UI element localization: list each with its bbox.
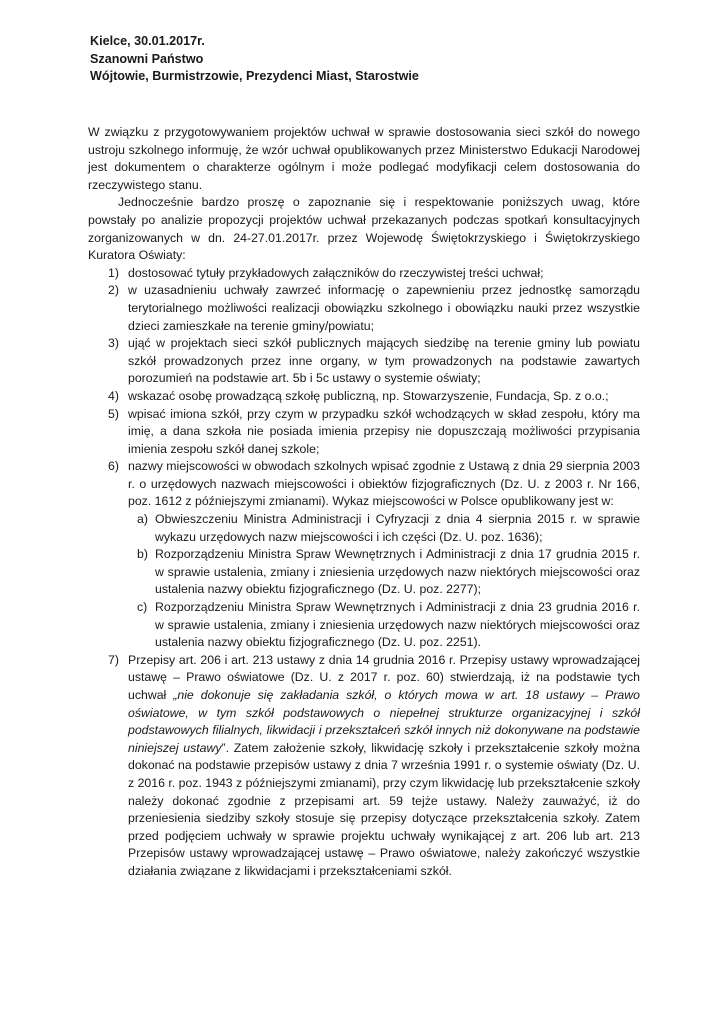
- list-item: [88, 335, 640, 388]
- letter-header: [90, 33, 650, 86]
- list-item: [88, 265, 640, 283]
- letter-body: [88, 124, 640, 881]
- addressees: Wójtowie, Burmistrzowie, Prezydenci Miast, Starostwie: [90, 69, 419, 83]
- sublist-item-text: Rozporządzeniu Ministra Spraw Wewnętrznych i Administracji z dnia 23 grudnia 2016 r. w sprawie ustalenia, zmiany i zniesienia urzędowych nazw niektórych miejscowości oraz ustalenia nazwy obiektu fizjograficznego (Dz. U. poz. 2251).: [155, 600, 640, 650]
- sublist-item-text: Rozporządzeniu Ministra Spraw Wewnętrznych i Administracji z dnia 17 grudnia 2015 r. w sprawie ustalenia, zmiany i zniesienia urzędowych nazw niektórych miejscowości oraz ustalenia nazwy obiektu fizjograficznego (Dz. U. poz. 2277);: [155, 547, 640, 597]
- list-item: [88, 388, 640, 406]
- list-item-text: Przepisy art. 206 i art. 213 ustawy z dnia 14 grudnia 2016 r. Przepisy ustawy wprowadzającej ustawę – Prawo oświatowe (Dz. U. z 2017 r. poz. 60) stwierdzają, iż na podstawie tych uchwał: [128, 652, 640, 702]
- list-item: [88, 282, 640, 335]
- list-number: 2): [108, 283, 119, 298]
- list-number: 7): [108, 652, 119, 667]
- list-item-text: wskazać osobę prowadzącą szkołę publiczną, np. Stowarzyszenie, Fundacja, Sp. z o.o.;: [128, 388, 609, 403]
- list-item: [88, 406, 640, 459]
- sublist-item: [128, 546, 640, 599]
- list-item: [88, 458, 640, 652]
- sublist-letter: b): [137, 547, 148, 562]
- sublist-item-text: Obwieszczeniu Ministra Administracji i Cyfryzacji z dnia 4 sierpnia 2015 r. w sprawie wykazu urzędowych nazw miejscowości i ich części (Dz. U. poz. 1636);: [155, 512, 640, 544]
- sublist-item: [128, 511, 640, 546]
- date-line: Kielce, 30.01.2017r.: [90, 34, 205, 48]
- list-item-text: w uzasadnieniu uchwały zawrzeć informację o zapewnieniu przez jednostkę samorządu terytorialnego możliwości realizacji obowiązku szkolnego i obowiązku nauki przez wszystkie dzieci zamieszkałe na terenie gminy/powiatu;: [128, 283, 640, 333]
- list-number: 5): [108, 406, 119, 421]
- list-item: [88, 652, 640, 881]
- list-item-text: ująć w projektach sieci szkół publicznych mających siedzibę na terenie gminy lub powiatu szkół prowadzonych przez inne organy, w tym prowadzonych na podstawie zawartych porozumień na podstawie art. 5b i 5c ustawy o systemie oświaty;: [128, 336, 640, 386]
- sublist: [128, 511, 640, 652]
- quoted-statute: „nie dokonuje się zakładania szkół, o których mowa w art. 18 ustawy – Prawo oświatowe, w tym szkół podstawowych o niepełnej strukturze organizacyjnej i szkół podstawowych filialnych, likwidacji i przekształceń szkół innych niż dokonywane na podstawie niniejszej ustawy: [128, 688, 640, 755]
- sublist-letter: a): [137, 512, 148, 527]
- sublist-item: [128, 599, 640, 652]
- salutation: Szanowni Państwo: [90, 51, 204, 66]
- remarks-list: [88, 265, 640, 881]
- sublist-letter: c): [137, 600, 148, 615]
- request-paragraph: Jednocześnie bardzo proszę o zapoznanie się i respektowanie poniższych uwag, które powstały po analizie propozycji projektów uchwał przekazanych podczas spotkań konsultacyjnych zorganizowanych w dn. 24-27.01.2017r. przez Wojewodę Świętokrzyskiego i Świętokrzyskiego Kuratora Oświaty:: [88, 195, 640, 263]
- list-number: 1): [108, 265, 119, 280]
- list-item-text-continued: ”. Zatem założenie szkoły, likwidację szkoły i przekształcenie szkoły można dokonać na podstawie przepisów ustawy z dnia 7 września 1991 r. o systemie oświaty (Dz. U. z 2016 r. poz. 1943 z późniejszymi zmianami), przy czym likwidację lub przekształcenie szkoły należy dokonać zgodnie z przepisami art. 59 tejże ustawy. Należy zauważyć, iż do przeniesienia siedziby szkoły stosuje się przepisy dotyczące przekształcenia szkoły. Zatem przed podjęciem uchwały w sprawie projektu uchwały wynikającej z art. 206 lub art. 213 Przepisów ustawy wprowadzającej ustawę – Prawo oświatowe, należy zakończyć wszystkie działania związane z likwidacjami i przekształceniami szkół.: [128, 740, 640, 878]
- list-number: 4): [108, 388, 119, 403]
- list-number: 3): [108, 336, 119, 351]
- list-item-text: wpisać imiona szkół, przy czym w przypadku szkół wchodzących w skład zespołu, który ma imię, a dana szkoła nie posiada imienia przepisy nie dopuszczają możliwości przypisania imienia zespołu szkół danej szkole;: [128, 406, 640, 456]
- intro-paragraph: W związku z przygotowywaniem projektów uchwał w sprawie dostosowania sieci szkół do nowego ustroju szkolnego informuję, że wzór uchwał opublikowanych przez Ministerstwo Edukacji Narodowej jest dokumentem o charakterze ogólnym i może podlegać modyfikacji celem dostosowania do rzeczywistego stanu.: [88, 125, 640, 192]
- list-number: 6): [108, 459, 119, 474]
- list-item-text: nazwy miejscowości w obwodach szkolnych wpisać zgodnie z Ustawą z dnia 29 sierpnia 2003 r. o urzędowych nazwach miejscowości i obiektów fizjograficznych (Dz. U. z 2003 r. Nr 166, poz. 1612 z późniejszymi zmianami). Wykaz miejscowości w Polsce opublikowany jest w:: [128, 459, 640, 509]
- list-item-text: dostosować tytuły przykładowych załączników do rzeczywistej treści uchwał;: [128, 265, 544, 280]
